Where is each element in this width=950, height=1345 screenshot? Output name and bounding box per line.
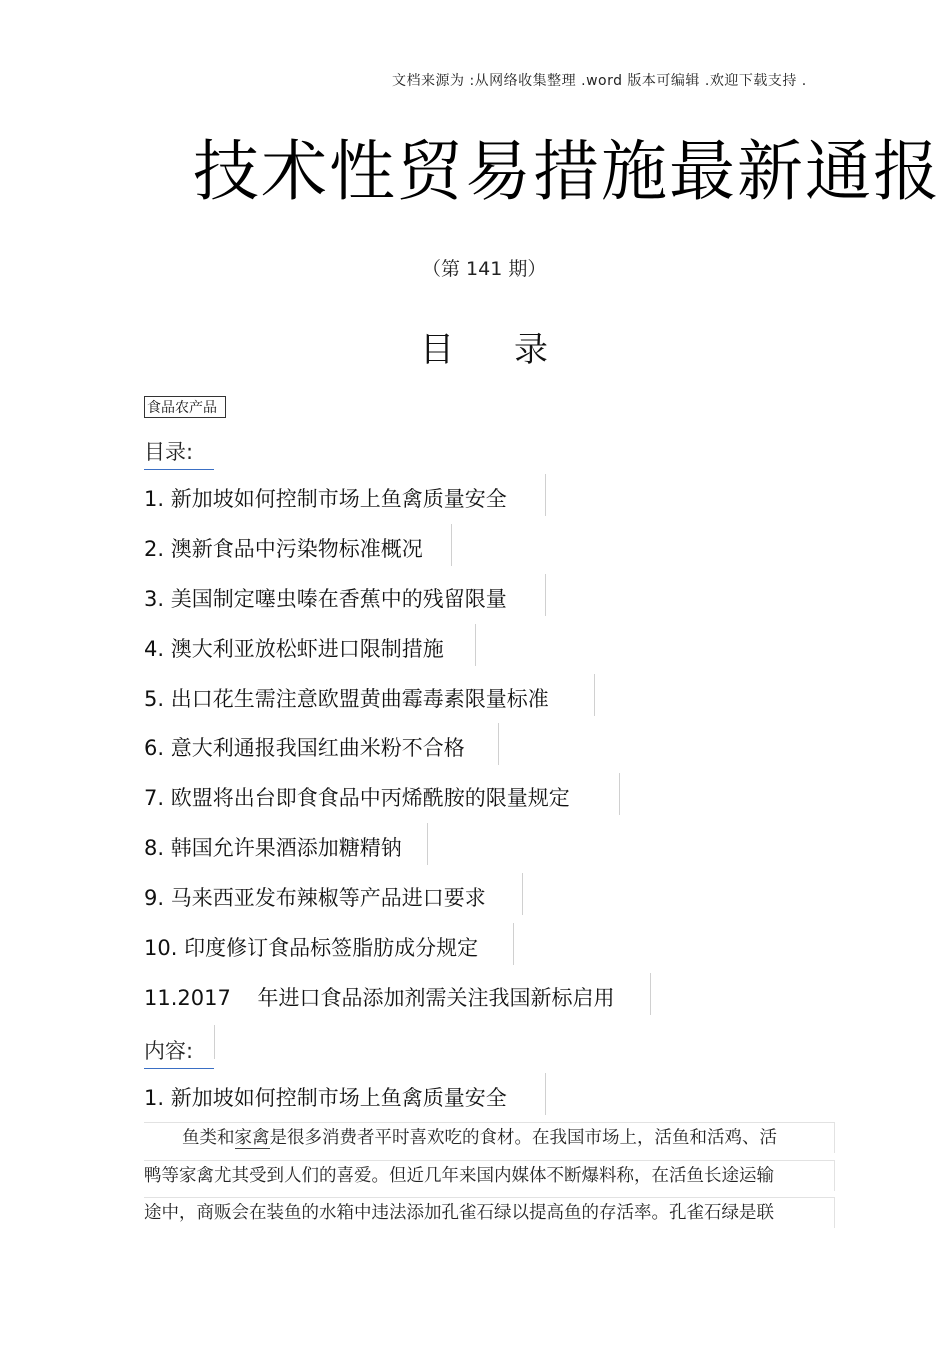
divider-mark — [619, 773, 620, 815]
toc-item-5[interactable]: 5. 出口花生需注意欧盟黄曲霉毒素限量标准 — [144, 687, 549, 711]
toc-item-8[interactable]: 8. 韩国允许果酒添加糖精钠 — [144, 836, 402, 860]
category-label: 食品农产品 — [144, 396, 226, 418]
issue-number: （第 141 期） — [422, 258, 547, 280]
toc-heading-left: 目 — [420, 330, 454, 370]
toc-label-underline — [144, 469, 214, 470]
document-title: 技术性贸易措施最新通报 — [193, 133, 941, 210]
divider-mark — [498, 723, 499, 765]
toc-item-1[interactable]: 1. 新加坡如何控制市场上鱼禽质量安全 — [144, 487, 507, 511]
divider-mark — [545, 474, 546, 516]
divider-mark — [427, 823, 428, 865]
toc-item-10[interactable]: 10. 印度修订食品标签脂肪成分规定 — [144, 936, 479, 960]
toc-item-6[interactable]: 6. 意大利通报我国红曲米粉不合格 — [144, 736, 465, 760]
content-label-text: 内容: — [144, 1039, 194, 1063]
content-heading-1: 1. 新加坡如何控制市场上鱼禽质量安全 — [144, 1086, 507, 1110]
divider-mark — [594, 674, 595, 716]
toc-item-9[interactable]: 9. 马来西亚发布辣椒等产品进口要求 — [144, 886, 486, 910]
divider-mark — [513, 923, 514, 965]
toc-label — [144, 436, 193, 466]
divider-mark — [522, 873, 523, 915]
underlined-word: 家禽 — [234, 1128, 270, 1148]
paragraph-text: 鱼类和 — [182, 1128, 235, 1148]
toc-label-text: 目录: — [144, 440, 194, 464]
toc-item-11[interactable]: 11.2017 年进口食品添加剂需关注我国新标启用 — [144, 986, 615, 1010]
toc-item-4[interactable]: 4. 澳大利亚放松虾进口限制措施 — [144, 637, 444, 661]
divider-mark — [475, 624, 476, 666]
toc-item-3[interactable]: 3. 美国制定噻虫嗪在香蕉中的残留限量 — [144, 587, 507, 611]
paragraph-text: 是很多消费者平时喜欢吃的食材。在我国市场上，活鱼和活鸡、活 — [269, 1128, 777, 1148]
paragraph-line-2: 鸭等家禽尤其受到人们的喜爱。但近几年来国内媒体不断爆料称，在活鱼长途运输 — [144, 1160, 835, 1191]
divider-mark — [545, 574, 546, 616]
toc-heading-right: 录 — [514, 330, 548, 370]
divider-mark — [214, 1025, 215, 1059]
toc-item-2[interactable]: 2. 澳新食品中污染物标准概况 — [144, 537, 423, 561]
paragraph-line-1 — [144, 1122, 835, 1153]
paragraph-line-3: 途中，商贩会在装鱼的水箱中违法添加孔雀石绿以提高鱼的存活率。孔雀石绿是联 — [144, 1197, 835, 1228]
divider-mark — [650, 973, 651, 1015]
toc-heading — [420, 322, 548, 371]
toc-item-7[interactable]: 7. 欧盟将出台即食食品中丙烯酰胺的限量规定 — [144, 786, 570, 810]
divider-mark — [545, 1073, 546, 1115]
header-note: 文档来源为 :从网络收集整理 .word 版本可编辑 .欢迎下载支持 . — [392, 73, 807, 89]
content-label — [144, 1035, 193, 1065]
divider-mark — [451, 524, 452, 566]
content-label-underline — [144, 1068, 214, 1069]
